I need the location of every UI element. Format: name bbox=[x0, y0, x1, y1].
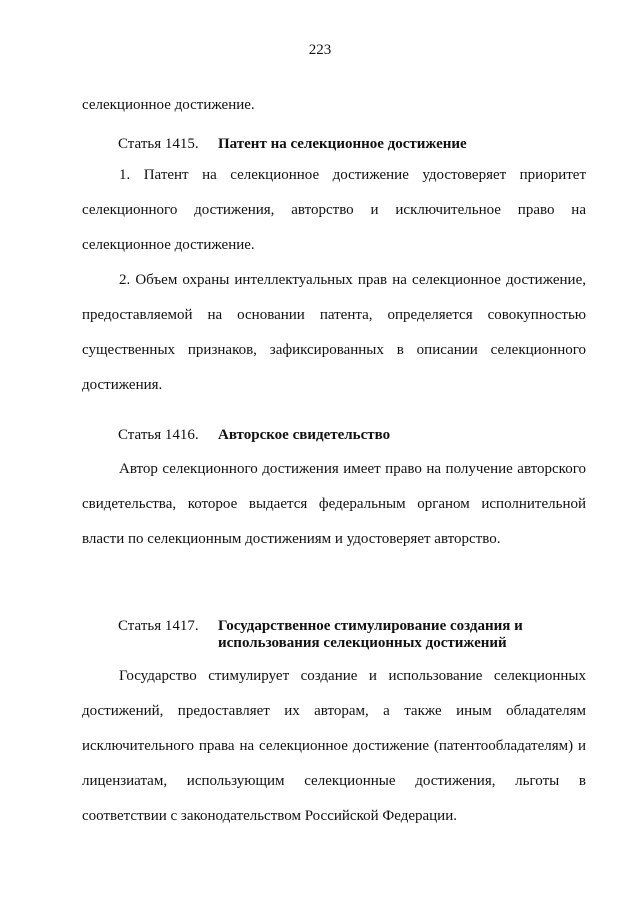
article-title: Патент на селекционное достижение bbox=[218, 136, 467, 152]
article-body-1415 bbox=[82, 158, 586, 403]
article-title: Авторское свидетельство bbox=[218, 427, 391, 443]
article-body-1416 bbox=[82, 452, 586, 557]
article-number: Статья 1416. bbox=[118, 427, 199, 443]
article-number: Статья 1415. bbox=[118, 136, 199, 152]
paragraph: селекционное достижение. bbox=[82, 97, 255, 113]
article-title: Государственное стимулирование создания и использования селекционных достижений bbox=[218, 618, 523, 651]
page-number: 223 bbox=[308, 42, 332, 58]
carry-over-text bbox=[82, 88, 586, 123]
article-heading-1417 bbox=[118, 618, 578, 652]
article-body-1417 bbox=[82, 659, 586, 834]
article-heading-1416 bbox=[118, 427, 578, 444]
article-number: Статья 1417. bbox=[118, 618, 199, 634]
paragraph: Автор селекционного достижения имеет право на получение авторского свидетельства, которое выдается федеральным органом исполнительной власти по селекционным достижениям и удостоверяет авторство. bbox=[82, 461, 586, 547]
paragraph: 2. Объем охраны интеллектуальных прав на селекционное достижение, предоставляемой на основании патента, определяется совокупностью существенных признаков, зафиксированных в описании селекционного достижения. bbox=[82, 272, 586, 393]
article-heading-1415 bbox=[118, 136, 578, 153]
paragraph: 1. Патент на селекционное достижение удостоверяет приоритет селекционного достижения, авторство и исключительное право на селекционное достижение. bbox=[82, 167, 586, 253]
paragraph: Государство стимулирует создание и использование селекционных достижений, предоставляет их авторам, а также иным обладателям исключительного права на селекционное достижение (патентообладателям) и лицензиатам, использующим селекционные достижения, льготы в соответствии с законодательством Российской Федерации. bbox=[82, 668, 586, 824]
